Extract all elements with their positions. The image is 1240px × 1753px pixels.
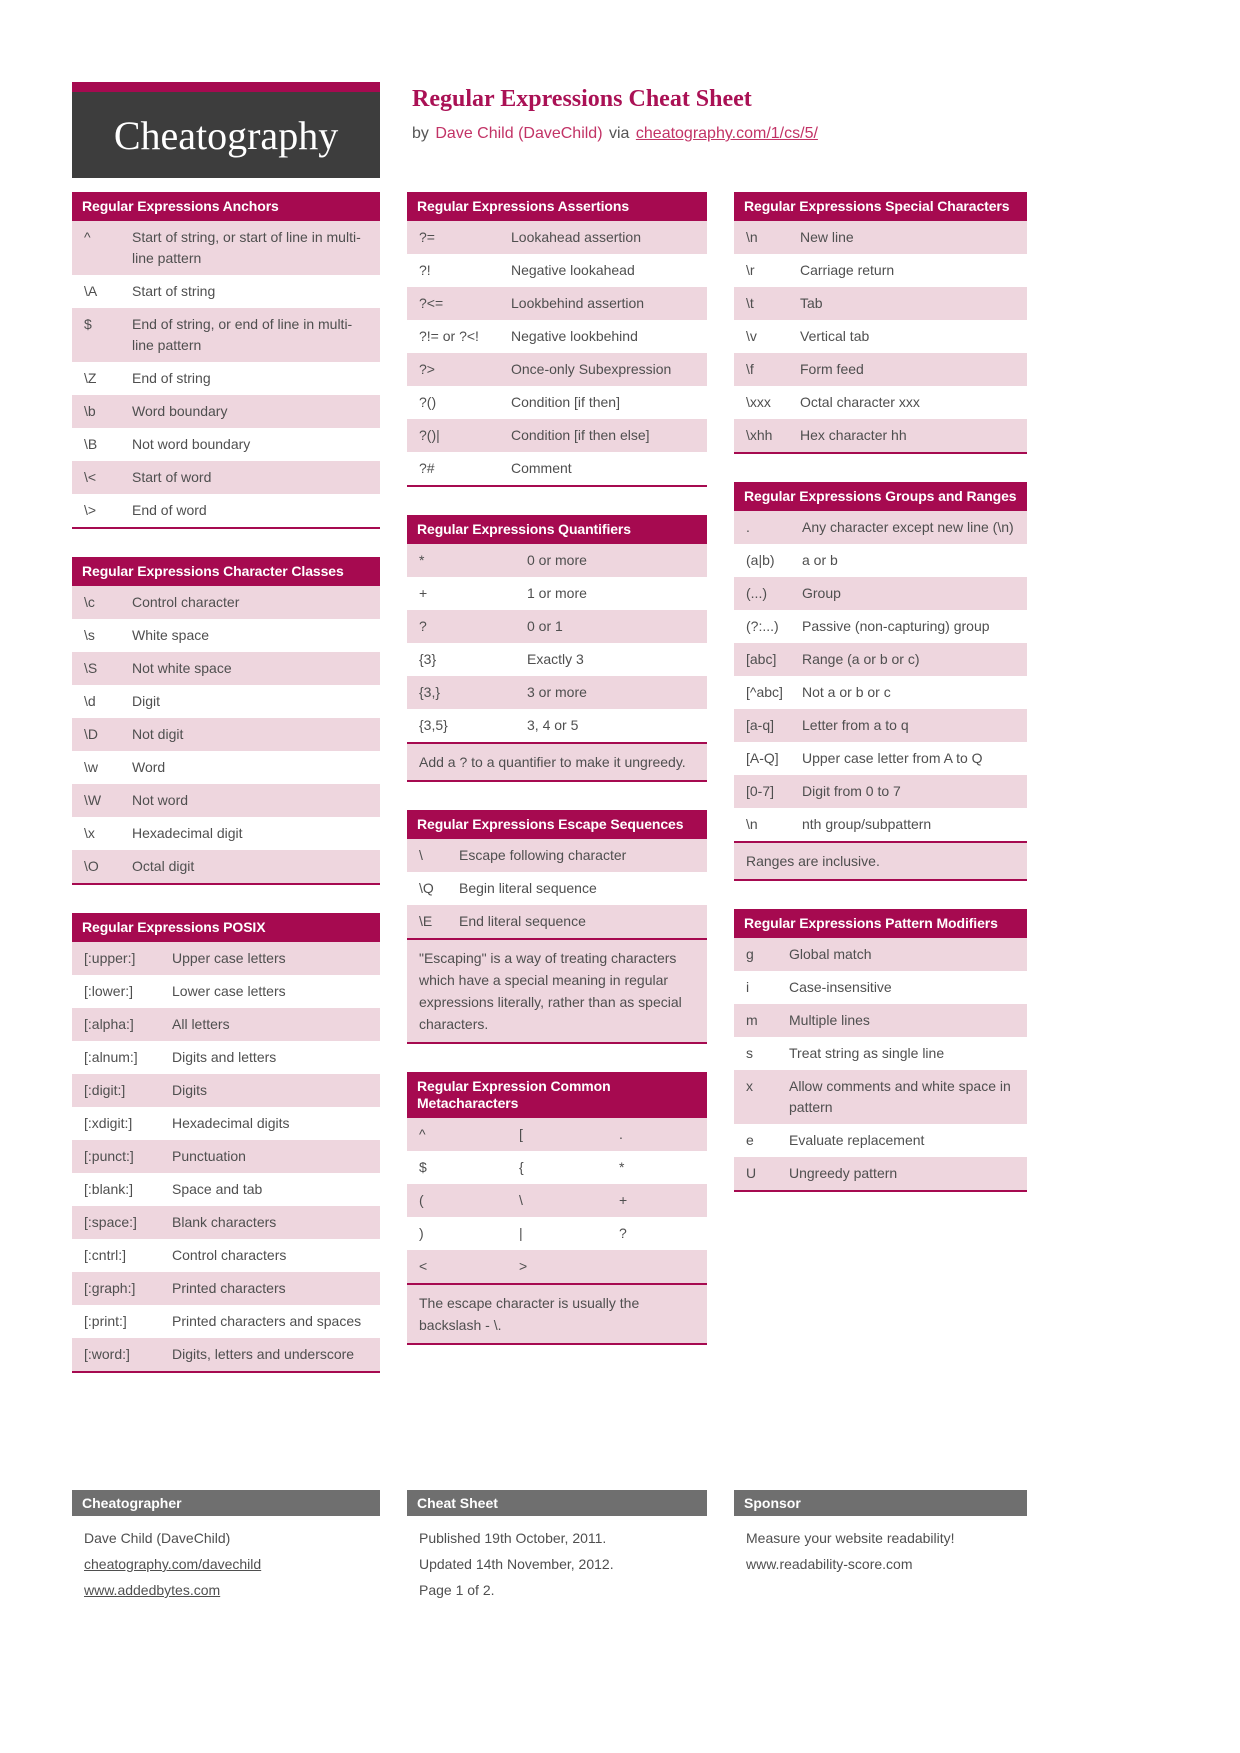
regex-token: \E	[419, 913, 433, 929]
byline	[412, 125, 820, 143]
table-row	[407, 452, 707, 485]
regex-description: Escape following character	[459, 847, 627, 863]
table-note: "Escaping" is a way of treating characters which have a special meaning in regular expressions literally, rather than as special characters.	[407, 938, 707, 1042]
table-note: Add a ? to a quantifier to make it ungreedy.	[407, 742, 707, 780]
table-regular-expressions-quantifiers	[407, 515, 707, 782]
regex-description: a or b	[802, 552, 838, 568]
regex-token: [:graph:]	[84, 1280, 136, 1296]
regex-description: Multiple lines	[789, 1012, 870, 1028]
byline-via: via	[608, 125, 630, 142]
regex-token: ?!	[419, 262, 431, 278]
table-row	[407, 905, 707, 938]
table-row	[734, 1157, 1027, 1190]
metacharacter: [	[519, 1126, 523, 1142]
table-row	[734, 577, 1027, 610]
regex-description: Upper case letter from A to Q	[802, 750, 983, 766]
regex-description: Control character	[132, 594, 240, 610]
table-title: Regular Expressions Groups and Ranges	[734, 482, 1027, 511]
column-1	[72, 192, 380, 1401]
regex-description: End literal sequence	[459, 913, 586, 929]
regex-token: ?=	[419, 229, 435, 245]
regex-description: Treat string as single line	[789, 1045, 945, 1061]
table-row	[72, 221, 380, 275]
table-row	[72, 975, 380, 1008]
regex-token: \f	[746, 361, 754, 377]
regex-token: [:blank:]	[84, 1181, 134, 1197]
regex-description: Form feed	[800, 361, 864, 377]
footer-text: Updated 14th November, 2012.	[419, 1556, 614, 1572]
table-title: Regular Expressions Anchors	[72, 192, 380, 221]
regex-description: Start of word	[132, 469, 212, 485]
table-row	[72, 1107, 380, 1140]
regex-token: [:cntrl:]	[84, 1247, 127, 1263]
table-row	[407, 577, 707, 610]
footer-section-sponsor	[734, 1490, 1027, 1603]
regex-token: \r	[746, 262, 755, 278]
regex-description: Hexadecimal digit	[132, 825, 243, 841]
regex-token: [:word:]	[84, 1346, 130, 1362]
table-note: The escape character is usually the backslash - \.	[407, 1283, 707, 1343]
logo-text: Cheatography	[113, 112, 339, 158]
metacharacter: \	[519, 1192, 523, 1208]
table-row	[72, 1041, 380, 1074]
table-row	[72, 586, 380, 619]
main-columns	[72, 192, 1027, 1401]
footer-section-title: Sponsor	[734, 1490, 1027, 1516]
regex-token: \xxx	[746, 394, 771, 410]
footer-section-title: Cheatographer	[72, 1490, 380, 1516]
table-regular-expressions-character-classes	[72, 557, 380, 885]
table-row	[734, 971, 1027, 1004]
regex-description: Tab	[800, 295, 823, 311]
byline-by: by	[412, 125, 429, 142]
regex-description: 1 or more	[527, 585, 587, 601]
metacharacter: (	[419, 1192, 424, 1208]
table-regular-expressions-special-characters	[734, 192, 1027, 454]
table-row	[72, 850, 380, 883]
table-row	[72, 461, 380, 494]
regex-token: (...)	[746, 585, 767, 601]
regex-token: e	[746, 1132, 754, 1148]
regex-token: ?!= or ?<!	[419, 328, 479, 344]
regex-token: \w	[84, 759, 98, 775]
regex-token: [:punct:]	[84, 1148, 134, 1164]
table-title: Regular Expressions Character Classes	[72, 557, 380, 586]
footer-link-anchor[interactable]: www.addedbytes.com	[84, 1582, 221, 1598]
regex-description: Comment	[511, 460, 572, 476]
regex-token: g	[746, 946, 754, 962]
footer-section-body	[734, 1516, 1027, 1577]
regex-token: [:print:]	[84, 1313, 127, 1329]
regex-description: Carriage return	[800, 262, 895, 278]
regex-description: Not a or b or c	[802, 684, 891, 700]
table-row	[72, 817, 380, 850]
table-row	[734, 1037, 1027, 1070]
table-row	[72, 652, 380, 685]
table-row	[734, 287, 1027, 320]
footer-section-body	[72, 1516, 380, 1603]
table-title: Regular Expressions Assertions	[407, 192, 707, 221]
regex-token: [0-7]	[746, 783, 775, 799]
regex-description: Punctuation	[172, 1148, 246, 1164]
regex-description: Exactly 3	[527, 651, 584, 667]
regex-token: (a|b)	[746, 552, 775, 568]
table-row	[72, 1140, 380, 1173]
table-row	[734, 1070, 1027, 1124]
table-row	[72, 428, 380, 461]
regex-description: 3, 4 or 5	[527, 717, 579, 733]
column-2	[407, 192, 707, 1401]
regex-token: ?	[419, 618, 427, 634]
regex-token: m	[746, 1012, 758, 1028]
regex-token: \D	[84, 726, 98, 742]
table-row	[734, 511, 1027, 544]
footer-link-anchor[interactable]: cheatography.com/davechild	[84, 1556, 262, 1572]
table-row	[734, 544, 1027, 577]
regex-description: Printed characters and spaces	[172, 1313, 362, 1329]
table-row	[72, 1272, 380, 1305]
regex-token: (?:...)	[746, 618, 779, 634]
metacharacter: {	[519, 1159, 524, 1175]
regex-description: Digit from 0 to 7	[802, 783, 901, 799]
table-row	[72, 718, 380, 751]
regex-description: Hex character hh	[800, 427, 907, 443]
regex-description: Global match	[789, 946, 872, 962]
footer-text: Page 1 of 2.	[419, 1582, 495, 1598]
table-row	[734, 775, 1027, 808]
regex-description: Digit	[132, 693, 161, 709]
regex-description: Condition [if then]	[511, 394, 620, 410]
regex-token: [:xdigit:]	[84, 1115, 133, 1131]
footer-link[interactable]	[84, 1577, 380, 1603]
table-row	[72, 275, 380, 308]
regex-description: Condition [if then else]	[511, 427, 650, 443]
logo-accent-bar	[72, 82, 380, 92]
metacharacter: *	[619, 1159, 625, 1175]
regex-description: Negative lookahead	[511, 262, 635, 278]
regex-description: All letters	[172, 1016, 230, 1032]
regex-token: *	[419, 552, 425, 568]
regex-description: Negative lookbehind	[511, 328, 638, 344]
table-regular-expressions-pattern-modifiers	[734, 909, 1027, 1192]
footer-text: Published 19th October, 2011.	[419, 1530, 607, 1546]
table-row	[407, 544, 707, 577]
table-row	[407, 353, 707, 386]
table-row	[407, 676, 707, 709]
regex-token: [:alpha:]	[84, 1016, 134, 1032]
metacharacter: $	[419, 1159, 427, 1175]
regex-token: \W	[84, 792, 102, 808]
regex-token: \Z	[84, 370, 97, 386]
metacharacter: +	[619, 1192, 628, 1208]
metacharacter: .	[619, 1126, 623, 1142]
regex-token: U	[746, 1165, 757, 1181]
cheatsheet-link[interactable]: cheatography.com/1/cs/5/	[635, 125, 818, 142]
table-row	[734, 808, 1027, 841]
metacharacter: ^	[419, 1126, 426, 1142]
table-title: Regular Expression Common Metacharacters	[407, 1072, 707, 1118]
regex-description: Letter from a to q	[802, 717, 909, 733]
table-title: Regular Expressions Special Characters	[734, 192, 1027, 221]
table-row	[407, 610, 707, 643]
regex-description: Blank characters	[172, 1214, 277, 1230]
regex-description: Control characters	[172, 1247, 287, 1263]
regex-token: ?()|	[419, 427, 440, 443]
regex-description: End of word	[132, 502, 207, 518]
page-footer	[72, 1490, 1027, 1603]
regex-token: \	[419, 847, 423, 863]
table-row	[72, 942, 380, 975]
table-row	[72, 619, 380, 652]
regex-token: ?<=	[419, 295, 444, 311]
table-regular-expressions-assertions	[407, 192, 707, 487]
table-row	[72, 751, 380, 784]
regex-description: 0 or more	[527, 552, 587, 568]
table-row	[407, 386, 707, 419]
regex-token: \A	[84, 283, 98, 299]
table-row	[72, 1173, 380, 1206]
title-block	[412, 82, 820, 143]
table-row	[407, 872, 707, 905]
metacharacter: )	[419, 1225, 424, 1241]
regex-description: Passive (non-capturing) group	[802, 618, 990, 634]
regex-token: i	[746, 979, 750, 995]
metacharacter	[607, 1250, 707, 1283]
table-row	[72, 1338, 380, 1371]
regex-token: +	[419, 585, 428, 601]
table-title: Regular Expressions Escape Sequences	[407, 810, 707, 839]
regex-description: Ungreedy pattern	[789, 1165, 898, 1181]
table-regular-expression-common-metacharacters	[407, 1072, 707, 1345]
table-row	[734, 353, 1027, 386]
author-link[interactable]: Dave Child (DaveChild)	[435, 125, 603, 142]
regex-description: Word	[132, 759, 166, 775]
table-row	[72, 494, 380, 527]
regex-description: Printed characters	[172, 1280, 286, 1296]
regex-description: Space and tab	[172, 1181, 263, 1197]
metacharacter-row	[407, 1151, 707, 1184]
regex-description: Lookbehind assertion	[511, 295, 645, 311]
table-title: Regular Expressions POSIX	[72, 913, 380, 942]
footer-section-body	[407, 1516, 707, 1603]
table-regular-expressions-escape-sequences	[407, 810, 707, 1044]
metacharacter-row	[407, 1118, 707, 1151]
table-row	[72, 784, 380, 817]
regex-token: [abc]	[746, 651, 777, 667]
regex-description: Upper case letters	[172, 950, 286, 966]
table-row	[407, 254, 707, 287]
table-row	[72, 395, 380, 428]
regex-token: \t	[746, 295, 754, 311]
regex-token: \d	[84, 693, 96, 709]
regex-token: [:space:]	[84, 1214, 137, 1230]
table-regular-expressions-groups-and-ranges	[734, 482, 1027, 881]
regex-description: Digits and letters	[172, 1049, 277, 1065]
regex-description: Octal character xxx	[800, 394, 920, 410]
table-regular-expressions-anchors	[72, 192, 380, 529]
table-row	[734, 709, 1027, 742]
regex-token: \B	[84, 436, 98, 452]
regex-token: [:lower:]	[84, 983, 134, 999]
table-row	[407, 839, 707, 872]
table-row	[72, 1074, 380, 1107]
metacharacter: ?	[619, 1225, 627, 1241]
table-row	[734, 419, 1027, 452]
regex-description: Hexadecimal digits	[172, 1115, 290, 1131]
metacharacter: <	[419, 1258, 428, 1274]
metacharacter-row	[407, 1217, 707, 1250]
regex-token: \b	[84, 403, 96, 419]
table-row	[734, 643, 1027, 676]
footer-section-title: Cheat Sheet	[407, 1490, 707, 1516]
regex-token: \O	[84, 858, 99, 874]
table-row	[407, 221, 707, 254]
page-header	[72, 82, 820, 178]
regex-token: [:alnum:]	[84, 1049, 138, 1065]
regex-description: End of string	[132, 370, 211, 386]
regex-description: Any character except new line (\n)	[802, 519, 1014, 535]
regex-token: \>	[84, 502, 97, 518]
table-row	[72, 1008, 380, 1041]
table-regular-expressions-posix	[72, 913, 380, 1373]
regex-description: Allow comments and white space in pattern	[789, 1078, 1011, 1115]
regex-token: [a-q]	[746, 717, 775, 733]
metacharacter-row	[407, 1250, 707, 1283]
regex-token: ?#	[419, 460, 435, 476]
regex-description: 0 or 1	[527, 618, 563, 634]
cheatography-logo	[72, 82, 380, 178]
regex-token: [A-Q]	[746, 750, 779, 766]
regex-description: Lower case letters	[172, 983, 286, 999]
table-row	[734, 742, 1027, 775]
regex-token: \s	[84, 627, 95, 643]
regex-token: [^abc]	[746, 684, 783, 700]
regex-token: \xhh	[746, 427, 773, 443]
regex-token: {3}	[419, 651, 437, 667]
metacharacter-row	[407, 1184, 707, 1217]
regex-description: Lookahead assertion	[511, 229, 641, 245]
regex-description: Not word	[132, 792, 189, 808]
regex-description: Evaluate replacement	[789, 1132, 925, 1148]
regex-description: Once-only Subexpression	[511, 361, 672, 377]
table-row	[734, 1004, 1027, 1037]
footer-text: Measure your website readability!	[746, 1530, 955, 1546]
regex-description: Not white space	[132, 660, 232, 676]
table-row	[72, 308, 380, 362]
table-row	[72, 1239, 380, 1272]
footer-text: Dave Child (DaveChild)	[84, 1530, 231, 1546]
regex-description: nth group/subpattern	[802, 816, 932, 832]
logo-body	[72, 92, 380, 178]
metacharacter: |	[519, 1225, 523, 1241]
regex-description: Digits	[172, 1082, 208, 1098]
regex-description: Case-insensitive	[789, 979, 892, 995]
table-row	[734, 320, 1027, 353]
table-row	[734, 676, 1027, 709]
regex-token: .	[746, 519, 750, 535]
table-row	[734, 610, 1027, 643]
regex-description: End of string, or end of line in multi-line pattern	[132, 316, 353, 353]
footer-section-cheatographer	[72, 1490, 380, 1603]
regex-token: [:upper:]	[84, 950, 136, 966]
table-row	[407, 643, 707, 676]
column-3	[734, 192, 1027, 1401]
regex-description: Word boundary	[132, 403, 228, 419]
regex-token: \S	[84, 660, 98, 676]
footer-section-cheat-sheet	[407, 1490, 707, 1603]
table-title: Regular Expressions Pattern Modifiers	[734, 909, 1027, 938]
table-note: Ranges are inclusive.	[734, 841, 1027, 879]
regex-token: ?>	[419, 361, 435, 377]
regex-description: Not digit	[132, 726, 184, 742]
regex-description: Digits, letters and underscore	[172, 1346, 355, 1362]
table-row	[407, 320, 707, 353]
metacharacter: >	[519, 1258, 528, 1274]
regex-token: {3,}	[419, 684, 441, 700]
table-row	[734, 254, 1027, 287]
regex-token: \v	[746, 328, 757, 344]
table-row	[407, 709, 707, 742]
regex-token: \<	[84, 469, 97, 485]
table-row	[407, 419, 707, 452]
regex-token: \c	[84, 594, 95, 610]
table-row	[734, 1124, 1027, 1157]
regex-description: Octal digit	[132, 858, 195, 874]
regex-token: [:digit:]	[84, 1082, 126, 1098]
regex-token: {3,5}	[419, 717, 448, 733]
regex-description: Start of string, or start of line in multi-line pattern	[132, 229, 361, 266]
regex-description: White space	[132, 627, 210, 643]
regex-token: \n	[746, 229, 758, 245]
regex-token: \x	[84, 825, 95, 841]
regex-description: Vertical tab	[800, 328, 870, 344]
regex-token: x	[746, 1078, 753, 1094]
regex-token: s	[746, 1045, 753, 1061]
table-row	[72, 362, 380, 395]
table-row	[407, 287, 707, 320]
footer-link[interactable]	[84, 1551, 380, 1577]
table-row	[72, 1206, 380, 1239]
regex-description: Begin literal sequence	[459, 880, 597, 896]
regex-description: Not word boundary	[132, 436, 251, 452]
table-title: Regular Expressions Quantifiers	[407, 515, 707, 544]
regex-token: \n	[746, 816, 758, 832]
table-row	[734, 221, 1027, 254]
regex-description: Group	[802, 585, 841, 601]
regex-token: ?()	[419, 394, 437, 410]
table-row	[72, 1305, 380, 1338]
footer-text: www.readability-score.com	[746, 1556, 913, 1572]
table-row	[72, 685, 380, 718]
table-row	[734, 386, 1027, 419]
regex-token: ^	[84, 229, 91, 245]
regex-description: Range (a or b or c)	[802, 651, 920, 667]
table-row	[734, 938, 1027, 971]
regex-token: \Q	[419, 880, 434, 896]
regex-description: Start of string	[132, 283, 216, 299]
regex-description: 3 or more	[527, 684, 587, 700]
regex-token: $	[84, 316, 92, 332]
regex-description: New line	[800, 229, 854, 245]
page-title: Regular Expressions Cheat Sheet	[412, 86, 752, 112]
